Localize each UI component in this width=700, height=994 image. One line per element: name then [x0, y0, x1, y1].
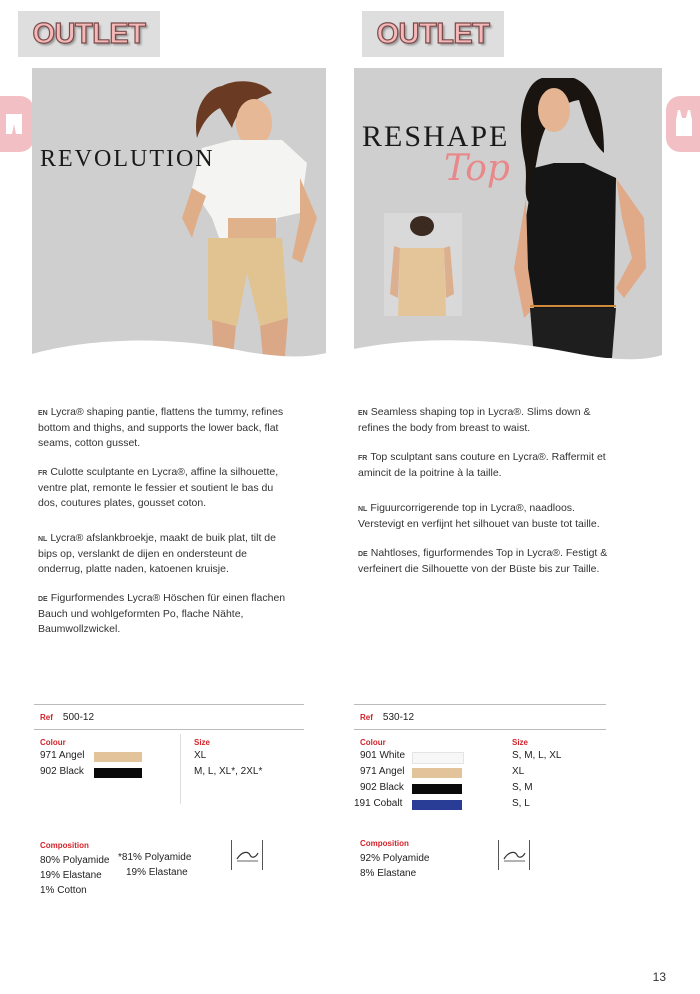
desc-fr: FR Culotte sculptante en Lycra®, affine la silhouette, ventre plat, remonte le fessier et soutient le bas du dos, coutures plates, gousset coton.: [38, 466, 279, 509]
revolution-composition: Composition 80% Polyamide 19% Elastane 1% Cotton: [40, 838, 109, 898]
desc-en: EN Seamless shaping top in Lycra®. Slims down & refines the body from breast to waist.: [358, 406, 591, 434]
colour-swatch-white: [412, 752, 464, 764]
desc-de: DE Nahtloses, figurformendes Top in Lycra®. Festigt & verfeinert die Silhouette von der Büste bis zur Taille.: [358, 547, 608, 575]
colour-swatch-angel: [94, 752, 142, 762]
revolution-title: REVOLUTION: [40, 146, 215, 172]
desc-nl: NL Lycra® afslankbroekje, maakt de buik plat, tilt de bips op, verslankt de dijen en ondersteunt de onderrug, platte naden, katoenen kruisje.: [38, 532, 276, 575]
revolution-composition-alt: *81% Polyamide 19% Elastane: [118, 852, 192, 878]
composition-header: Composition: [360, 839, 409, 848]
size-row: S, M, L, XL: [512, 749, 562, 761]
revolution-ref-bar: [34, 704, 304, 730]
model-illustration: [32, 68, 326, 368]
colour-row: 901 White: [360, 749, 406, 761]
composition-header: Composition: [40, 841, 89, 850]
lycra-logo-icon: [231, 840, 263, 870]
colour-swatch-cobalt: [412, 800, 462, 810]
size-header: Size: [194, 738, 211, 747]
outlet-label-right: OUTLET: [362, 11, 504, 57]
size-row: XL: [512, 765, 525, 777]
lycra-logo-icon: [498, 840, 530, 870]
outlet-label-left: OUTLET: [18, 11, 160, 57]
size-row: S, M: [512, 781, 533, 793]
colour-header: Colour: [360, 738, 386, 747]
reshape-ref-bar: [354, 704, 606, 730]
revolution-product-photo: [32, 68, 326, 368]
revolution-sizes: [194, 738, 304, 779]
reshape-top-product-photo: [354, 68, 662, 368]
tank-top-icon: [666, 96, 700, 152]
size-header: Size: [512, 738, 529, 747]
desc-nl: NL Figuurcorrigerende top in Lycra®, naadloos. Verstevigt en verfijnt het silhouet van buste tot taille.: [358, 502, 600, 530]
photo-wave: [32, 329, 326, 368]
tank-top-icon-tab: [666, 96, 700, 152]
size-row: S, L: [512, 797, 530, 809]
colour-row: 191 Cobalt: [354, 797, 403, 809]
reshape-sizes: [512, 738, 602, 811]
desc-en: EN Lycra® shaping pantie, flattens the tummy, refines bottom and thighs, and supports the lower back, flat seams, cotton gusset.: [38, 406, 284, 449]
reshape-descriptions: [358, 405, 608, 591]
colour-row: 902 Black: [40, 765, 84, 777]
colour-swatch-black: [412, 784, 462, 794]
colour-row: 971 Angel: [40, 749, 85, 761]
ref-number: 530-12: [382, 711, 415, 723]
desc-fr: FR Top sculptant sans couture en Lycra®. Raffermit et amincit de la poitrine à la taille.: [358, 451, 606, 479]
colour-row: 971 Angel: [360, 765, 405, 777]
colour-swatch-angel: [412, 768, 462, 778]
photo-wave-right: [354, 329, 662, 368]
revolution-descriptions: [38, 405, 288, 651]
shorts-icon-tab: [0, 96, 34, 152]
size-row: M, L, XL*, 2XL*: [194, 765, 263, 777]
ref-label: Ref: [360, 712, 373, 722]
ref-number: 500-12: [62, 711, 95, 723]
colour-swatch-black: [94, 768, 142, 778]
model-illustration-right: [354, 68, 662, 368]
size-row: XL: [194, 749, 207, 761]
desc-de: DE Figurformendes Lycra® Höschen für einen flachen Bauch und wohlgeformten Po, flache Nähte, Baumwollzwickel.: [38, 592, 286, 635]
shorts-icon: [0, 96, 34, 152]
colour-row: 902 Black: [360, 781, 404, 793]
colour-header: Colour: [40, 738, 66, 747]
ref-label: Ref: [40, 712, 53, 722]
reshape-title: RESHAPE: [362, 120, 510, 153]
reshape-title-script: Top: [444, 148, 510, 189]
reshape-composition: Composition 92% Polyamide 8% Elastane: [360, 836, 429, 881]
page-number: 13: [652, 970, 666, 984]
